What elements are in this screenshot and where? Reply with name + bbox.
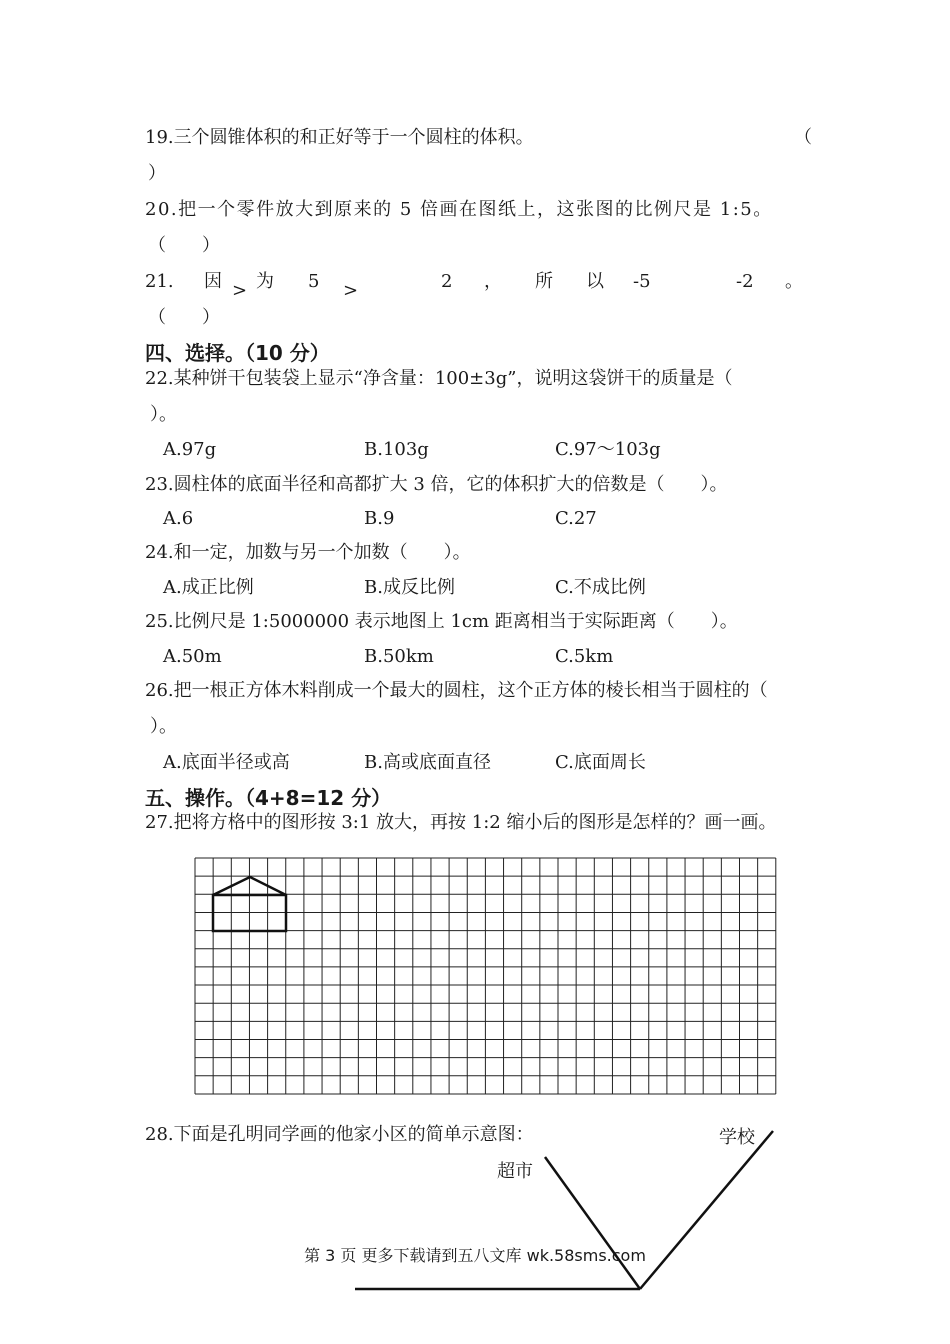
q28-text: 28.下面是孔明同学画的他家小区的简单示意图： bbox=[145, 1124, 534, 1145]
q24-option-c: C.不成比例 bbox=[555, 577, 646, 598]
q26-option-a: A.底面半径或高 bbox=[163, 752, 290, 773]
q22-option-a: A.97g bbox=[163, 439, 217, 460]
q21-word-1: 因 bbox=[204, 271, 222, 292]
q24-text: 24.和一定，加数与另一个加数（ ）。 bbox=[145, 542, 471, 563]
q26-option-c: C.底面周长 bbox=[555, 752, 646, 773]
q22-text: 22.某种饼干包装袋上显示“净含量：100±3g”，说明这袋饼干的质量是（ bbox=[145, 368, 733, 389]
q25-option-c: C.5km bbox=[555, 646, 614, 667]
q21-gt-1: > bbox=[232, 280, 248, 301]
q22-option-b: B.103g bbox=[364, 439, 429, 460]
q21-num-neg5: -5 bbox=[633, 271, 651, 292]
q20-answer: （ ） bbox=[148, 235, 220, 256]
q22-cont: ）。 bbox=[150, 404, 177, 425]
q19-paren-open: （ bbox=[794, 127, 812, 148]
q27-text: 27.把将方格中的图形按 3:1 放大，再按 1:2 缩小后的图形是怎样的？画一画。 bbox=[145, 812, 777, 833]
q23-option-c: C.27 bbox=[555, 508, 597, 529]
q21-num-neg2: -2 bbox=[736, 271, 754, 292]
q23-option-a: A.6 bbox=[163, 508, 194, 529]
q24-option-b: B.成反比例 bbox=[364, 577, 455, 598]
q23-text: 23.圆柱体的底面半径和高都扩大 3 倍，它的体积扩大的倍数是（ ）。 bbox=[145, 474, 728, 495]
q21-comma: ， bbox=[484, 271, 502, 292]
q21-num-5: 5 bbox=[308, 271, 320, 292]
q21-word-3: 所 bbox=[535, 271, 553, 292]
section5-title: 五、操作。（4+8=12 分） bbox=[145, 786, 392, 810]
q21-gt-2: > bbox=[343, 280, 359, 301]
q26-text: 26.把一根正方体木料削成一个最大的圆柱，这个正方体的棱长相当于圆柱的（ bbox=[145, 680, 768, 701]
q21-num-2: 2 bbox=[441, 271, 453, 292]
q24-option-a: A.成正比例 bbox=[163, 577, 254, 598]
q22-option-c: C.97～103g bbox=[555, 439, 661, 460]
q26-option-b: B.高或底面直径 bbox=[364, 752, 491, 773]
page-footer: 第 3 页 更多下载请到五八文库 wk.58sms.com bbox=[304, 1246, 646, 1265]
school-label: 学校 bbox=[719, 1127, 755, 1148]
q21-num: 21. bbox=[145, 271, 174, 292]
q19-paren-close: ） bbox=[148, 163, 166, 184]
q20-text: 20.把一个零件放大到原来的 5 倍画在图纸上，这张图的比例尺是 1:5。 bbox=[145, 199, 773, 220]
q21-word-2: 为 bbox=[256, 271, 274, 292]
q26-cont: ）。 bbox=[150, 716, 177, 737]
q19-text: 19.三个圆锥体积的和正好等于一个圆柱的体积。 bbox=[145, 127, 534, 148]
market-label: 超市 bbox=[497, 1161, 533, 1182]
q21-word-4: 以 bbox=[586, 271, 604, 292]
q21-answer: （ ） bbox=[148, 307, 220, 328]
q23-option-b: B.9 bbox=[364, 508, 395, 529]
q25-option-a: A.50m bbox=[163, 646, 222, 667]
q25-text: 25.比例尺是 1:5000000 表示地图上 1cm 距离相当于实际距离（ ）。 bbox=[145, 611, 738, 632]
road-to-market bbox=[545, 1157, 640, 1289]
section4-title: 四、选择。（10 分） bbox=[145, 341, 330, 365]
q21-period: 。 bbox=[785, 271, 803, 292]
q25-option-b: B.50km bbox=[364, 646, 434, 667]
